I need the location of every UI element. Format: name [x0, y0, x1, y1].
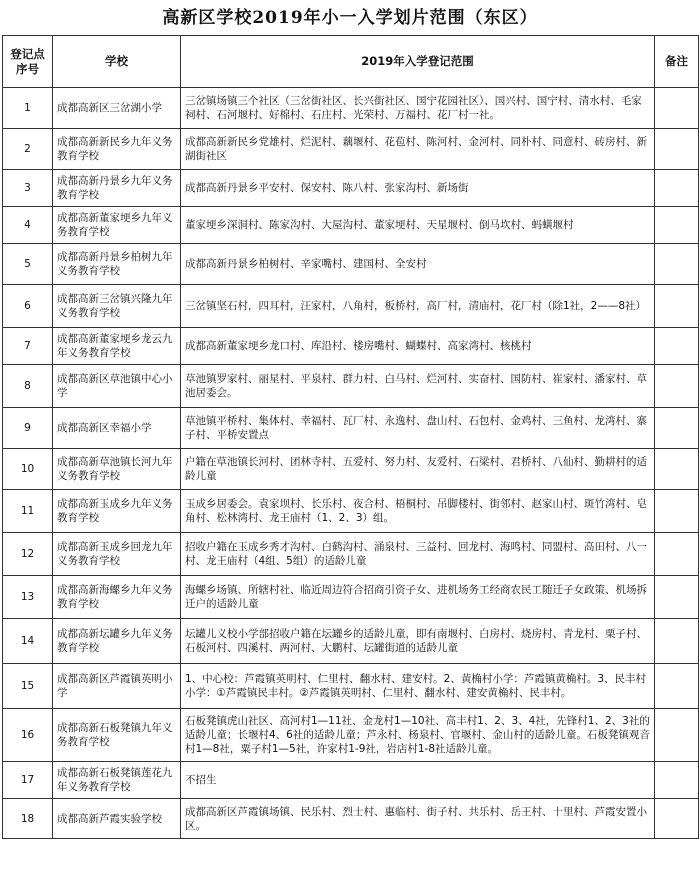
cell-school: 成都高新石板凳镇九年义务教育学校	[53, 709, 181, 762]
cell-note	[655, 285, 699, 328]
cell-note	[655, 88, 699, 129]
cell-range: 成都高新丹景乡平安村、保安村、陈八村、张家沟村、新场街	[181, 170, 655, 207]
cell-note	[655, 207, 699, 244]
cell-school: 成都高新区草池镇中心小学	[53, 365, 181, 408]
cell-range: 海螺乡场镇、所辖村社、临近周边符合招商引资子女、进机场务工经商农民工随迁子女政策、机场拆迁户的适龄儿童	[181, 576, 655, 619]
cell-note	[655, 709, 699, 762]
cell-school: 成都高新董家埂乡九年义务教育学校	[53, 207, 181, 244]
table-row	[3, 207, 699, 244]
table-row	[3, 129, 699, 170]
cell-no: 15	[3, 664, 53, 709]
cell-school: 成都高新区幸福小学	[53, 408, 181, 449]
cell-no: 17	[3, 762, 53, 799]
table-row	[3, 285, 699, 328]
table-header-row	[3, 36, 699, 88]
table-row	[3, 170, 699, 207]
cell-school: 成都高新丹景乡柏树九年义务教育学校	[53, 244, 181, 285]
cell-school: 成都高新芦霞实验学校	[53, 799, 181, 839]
cell-no: 12	[3, 533, 53, 576]
table-row	[3, 619, 699, 664]
cell-range: 三岔镇场镇三个社区（三岔街社区、长兴街社区、国宁花园社区）、国兴村、国宁村、清水村、毛家祠村、石河堰村、好棉村、石庄村、光荣村、万福村、花厂村一社。	[181, 88, 655, 129]
cell-no: 6	[3, 285, 53, 328]
cell-note	[655, 799, 699, 839]
cell-range: 成都高新区芦霞镇场镇、民乐村、烈士村、惠临村、街子村、共乐村、岳王村、十里村、芦霞安置小区。	[181, 799, 655, 839]
cell-school: 成都高新玉成乡九年义务教育学校	[53, 490, 181, 533]
cell-school: 成都高新区三岔湖小学	[53, 88, 181, 129]
cell-range: 草池镇平桥村、集体村、幸福村、瓦厂村、永逸村、盘山村、石包村、金鸡村、三鱼村、龙湾村、寨子村、平桥安置点	[181, 408, 655, 449]
header-no: 登记点序号	[3, 36, 53, 88]
table-row	[3, 799, 699, 839]
header-school: 学校	[53, 36, 181, 88]
cell-range: 户籍在草池镇长河村、团林寺村、五爱村、努力村、友爱村、石梁村、君桥村、八仙村、勤耕村的适龄儿童	[181, 449, 655, 490]
cell-note	[655, 576, 699, 619]
cell-no: 14	[3, 619, 53, 664]
header-note: 备注	[655, 36, 699, 88]
cell-note	[655, 762, 699, 799]
table-row	[3, 408, 699, 449]
cell-school: 成都高新海螺乡九年义务教育学校	[53, 576, 181, 619]
table-row	[3, 664, 699, 709]
cell-no: 11	[3, 490, 53, 533]
cell-range: 董家埂乡深洞村、陈家沟村、大屋沟村、董家埂村、天星堰村、倒马坎村、蚂蟥堰村	[181, 207, 655, 244]
cell-school: 成都高新坛罐乡九年义务教育学校	[53, 619, 181, 664]
table-row	[3, 328, 699, 365]
cell-range: 坛罐儿义校小学部招收户籍在坛罐乡的适龄儿童，即有南堰村、白房村、烧房村、青龙村、栗子村、石板河村、四溪村、两河村、大鹏村、坛罐街道的适龄儿童	[181, 619, 655, 664]
table-row	[3, 709, 699, 762]
cell-school: 成都高新新民乡九年义务教育学校	[53, 129, 181, 170]
cell-school: 成都高新石板凳镇莲花九年义务教育学校	[53, 762, 181, 799]
cell-no: 4	[3, 207, 53, 244]
table-row	[3, 576, 699, 619]
cell-no: 7	[3, 328, 53, 365]
cell-note	[655, 619, 699, 664]
cell-no: 13	[3, 576, 53, 619]
cell-range: 1、中心校：芦霞镇英明村、仁里村、翻水村、建安村。2、黄桷村小学：芦霞镇黄桷村。3、民丰村小学：①芦霞镇民丰村。②芦霞镇英明村、仁里村、翻水村、建安黄桷村、民丰村。	[181, 664, 655, 709]
cell-note	[655, 328, 699, 365]
cell-no: 16	[3, 709, 53, 762]
header-range: 2019年入学登记范围	[181, 36, 655, 88]
cell-no: 3	[3, 170, 53, 207]
table-row	[3, 762, 699, 799]
table-row	[3, 244, 699, 285]
cell-school: 成都高新草池镇长河九年义务教育学校	[53, 449, 181, 490]
page-title: 高新区学校2019年小一入学划片范围（东区）	[162, 8, 538, 28]
cell-no: 1	[3, 88, 53, 129]
cell-note	[655, 365, 699, 408]
cell-no: 2	[3, 129, 53, 170]
cell-school: 成都高新三岔镇兴隆九年义务教育学校	[53, 285, 181, 328]
cell-range: 成都高新董家埂乡龙口村、库沿村、楼房嘴村、蝴蝶村、高家湾村、核桃村	[181, 328, 655, 365]
table-row	[3, 533, 699, 576]
cell-range: 成都高新丹景乡柏树村、辛家嘴村、建国村、全安村	[181, 244, 655, 285]
table-row	[3, 449, 699, 490]
cell-school: 成都高新玉成乡回龙九年义务教育学校	[53, 533, 181, 576]
cell-no: 5	[3, 244, 53, 285]
cell-note	[655, 408, 699, 449]
cell-range: 招收户籍在玉成乡秀才沟村、白鹤沟村、涌泉村、三益村、回龙村、海鸣村、同盟村、高田村、八一村、龙王庙村（4组、5组）的适龄儿童	[181, 533, 655, 576]
cell-no: 18	[3, 799, 53, 839]
table-row	[3, 490, 699, 533]
cell-range: 成都高新新民乡党雄村、烂泥村、藕堰村、花苞村、陈河村、金河村、同朴村、同意村、砖房村、新湖街社区	[181, 129, 655, 170]
cell-no: 10	[3, 449, 53, 490]
cell-range: 不招生	[181, 762, 655, 799]
cell-note	[655, 490, 699, 533]
cell-note	[655, 129, 699, 170]
cell-school: 成都高新区芦霞镇英明小学	[53, 664, 181, 709]
cell-note	[655, 533, 699, 576]
table-row	[3, 365, 699, 408]
cell-note	[655, 244, 699, 285]
table-row	[3, 88, 699, 129]
cell-note	[655, 664, 699, 709]
cell-school: 成都高新丹景乡九年义务教育学校	[53, 170, 181, 207]
cell-range: 草池镇罗家村、丽星村、平泉村、群力村、白马村、烂河村、实奋村、国防村、崔家村、潘家村、草池居委会。	[181, 365, 655, 408]
cell-no: 9	[3, 408, 53, 449]
cell-range: 三岔镇坚石村，四耳村，汪家村，八角村，板桥村，高厂村，清庙村，花厂村（除1社，2——8社）	[181, 285, 655, 328]
cell-note	[655, 170, 699, 207]
cell-range: 石板凳镇虎山社区、高河村1—11社、金龙村1—10社、高丰村1、2、3、4社，先锋村1、2、3社的适龄儿童；长堰村4、6社的适龄儿童；芦永村、杨泉村、官堰村、金山村的适龄儿童。石板凳镇观音村1—8社，粟子村1—5社，许家村1-9社，岩店村1-8社适龄儿童。	[181, 709, 655, 762]
cell-note	[655, 449, 699, 490]
cell-school: 成都高新董家埂乡龙云九年义务教育学校	[53, 328, 181, 365]
cell-no: 8	[3, 365, 53, 408]
cell-range: 玉成乡居委会。袁家坝村、长乐村、夜合村、梧桐村、吊脚楼村、街邻村、赵家山村、斑竹湾村、皂角村、松林湾村、龙王庙村（1、2、3）组。	[181, 490, 655, 533]
enrollment-table	[2, 35, 699, 839]
